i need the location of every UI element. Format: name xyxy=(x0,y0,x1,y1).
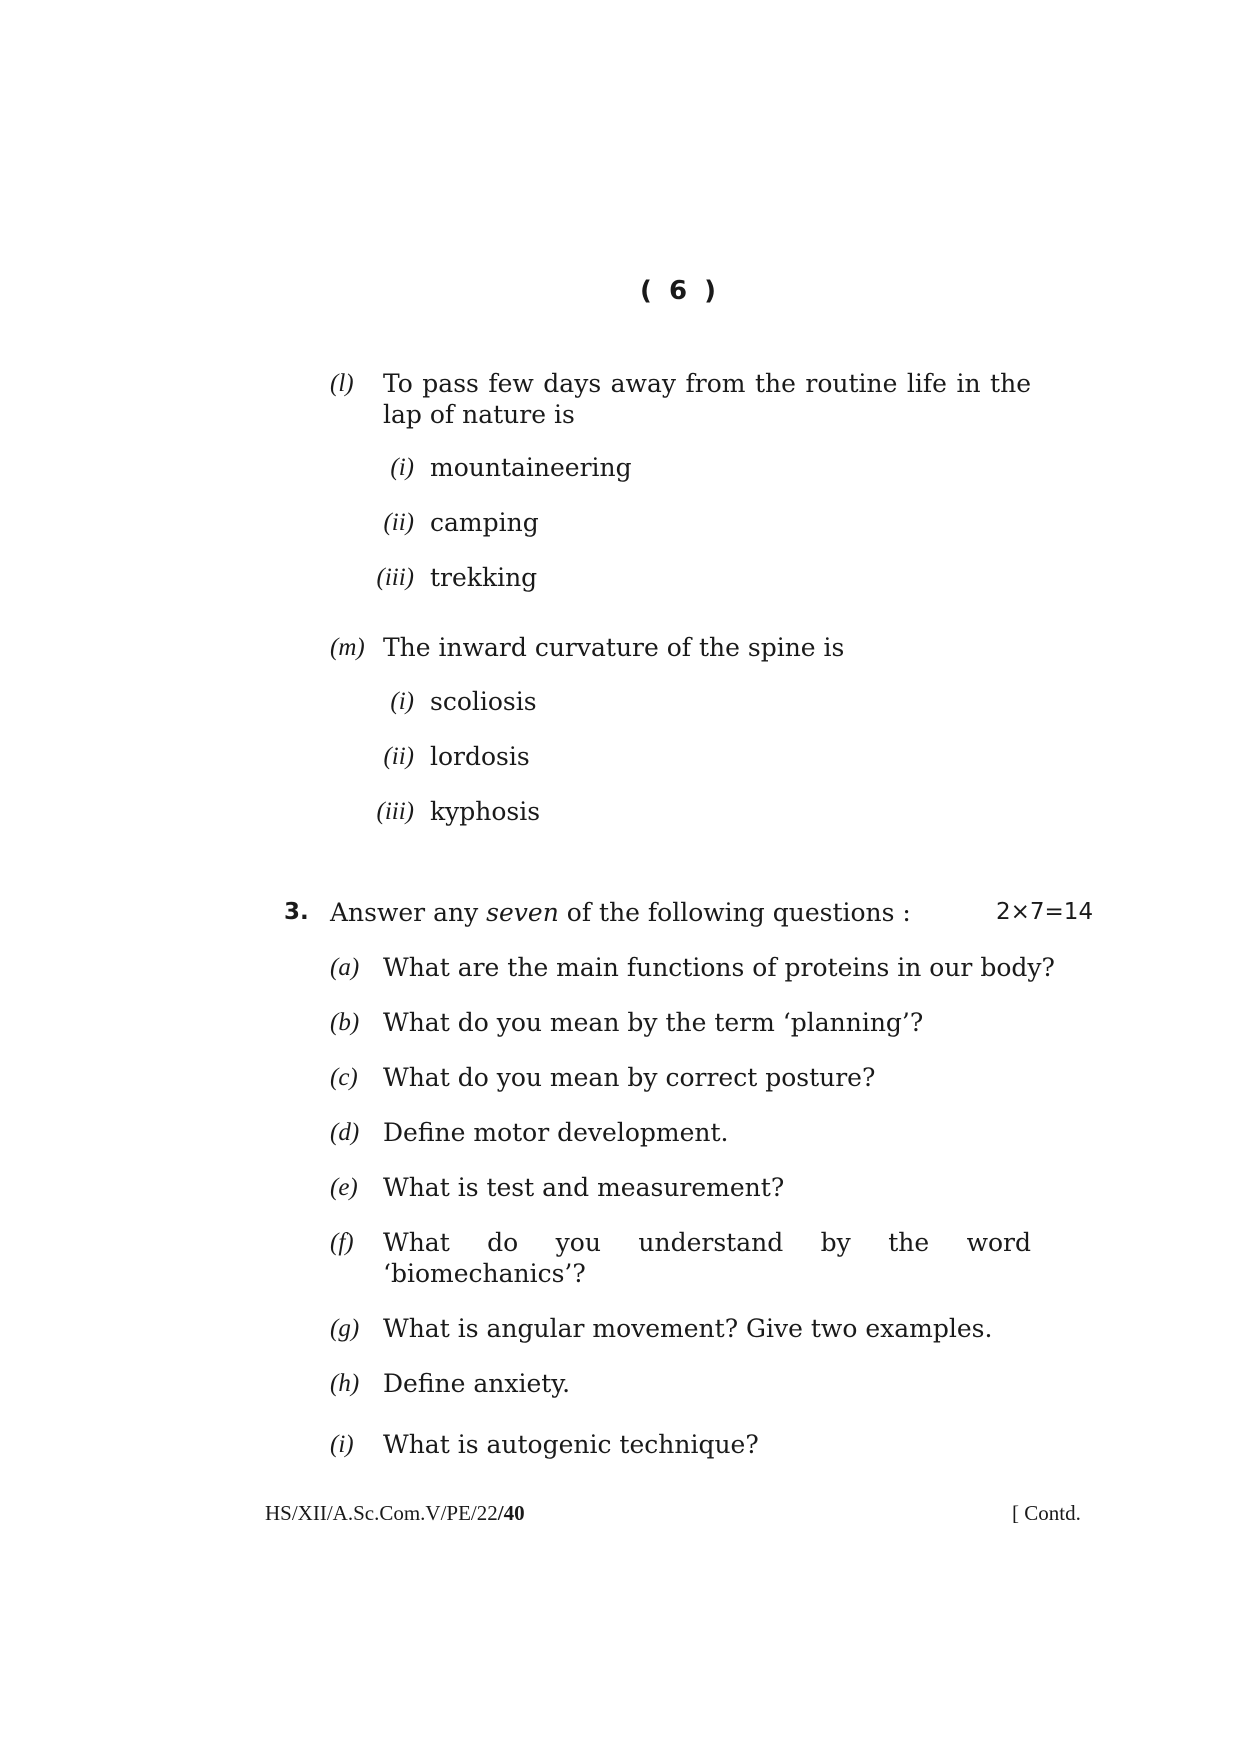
question-text: What do you mean by the term ‘planning’? xyxy=(383,1008,924,1037)
question-text: What is autogenic technique? xyxy=(383,1430,759,1459)
option-label: (i) xyxy=(390,688,414,715)
question-f-line1: What do you understand by the word xyxy=(383,1228,1031,1257)
question-label: (i) xyxy=(330,1431,354,1458)
option-text: lordosis xyxy=(430,742,530,771)
page-number: ( 6 ) xyxy=(640,276,720,306)
question-text: Define motor development. xyxy=(383,1118,729,1147)
question-m-label: (m) xyxy=(330,634,365,661)
question-label: (a) xyxy=(330,954,360,981)
option-label: (ii) xyxy=(383,509,414,536)
option-label: (i) xyxy=(390,454,414,481)
question-text: What are the main functions of proteins in our body? xyxy=(383,953,1055,982)
option-text: trekking xyxy=(430,563,538,592)
question-m-text: The inward curvature of the spine is xyxy=(383,633,845,662)
question-label: (h) xyxy=(330,1370,360,1397)
question-label: (f) xyxy=(330,1229,354,1256)
question-l-line2: lap of nature is xyxy=(383,400,575,429)
continued-marker: [ Contd. xyxy=(1012,1501,1081,1525)
paper-code-suffix: /40 xyxy=(497,1501,525,1525)
question-text: What do you mean by correct posture? xyxy=(383,1063,876,1092)
question-l-label: (l) xyxy=(330,370,354,397)
question-text: What is angular movement? Give two examples. xyxy=(383,1314,993,1343)
option-text: kyphosis xyxy=(430,797,541,826)
section-marks: 2×7=14 xyxy=(996,899,1094,925)
question-l-line1: To pass few days away from the routine life in the xyxy=(383,369,1031,398)
option-label: (iii) xyxy=(376,564,414,591)
instruction-after: of the following questions : xyxy=(566,898,911,927)
instruction-before: Answer any xyxy=(330,898,479,927)
question-label: (e) xyxy=(330,1174,358,1201)
paper-code xyxy=(265,1500,525,1526)
option-text: scoliosis xyxy=(430,687,537,716)
question-f-line2: ‘biomechanics’? xyxy=(383,1259,586,1288)
question-text: Define anxiety. xyxy=(383,1369,571,1398)
option-text: camping xyxy=(430,508,539,537)
question-label: (g) xyxy=(330,1315,360,1342)
instruction-emphasis: seven xyxy=(486,898,559,927)
option-label: (ii) xyxy=(383,743,414,770)
section-instruction xyxy=(330,897,911,928)
question-label: (b) xyxy=(330,1009,360,1036)
option-label: (iii) xyxy=(376,798,414,825)
question-label: (c) xyxy=(330,1064,358,1091)
question-label: (d) xyxy=(330,1119,360,1146)
question-text: What is test and measurement? xyxy=(383,1173,785,1202)
paper-code-prefix: HS/XII/A.Sc.Com.V/PE/22 xyxy=(265,1501,498,1525)
option-text: mountaineering xyxy=(430,453,632,482)
section-number: 3. xyxy=(284,899,309,925)
